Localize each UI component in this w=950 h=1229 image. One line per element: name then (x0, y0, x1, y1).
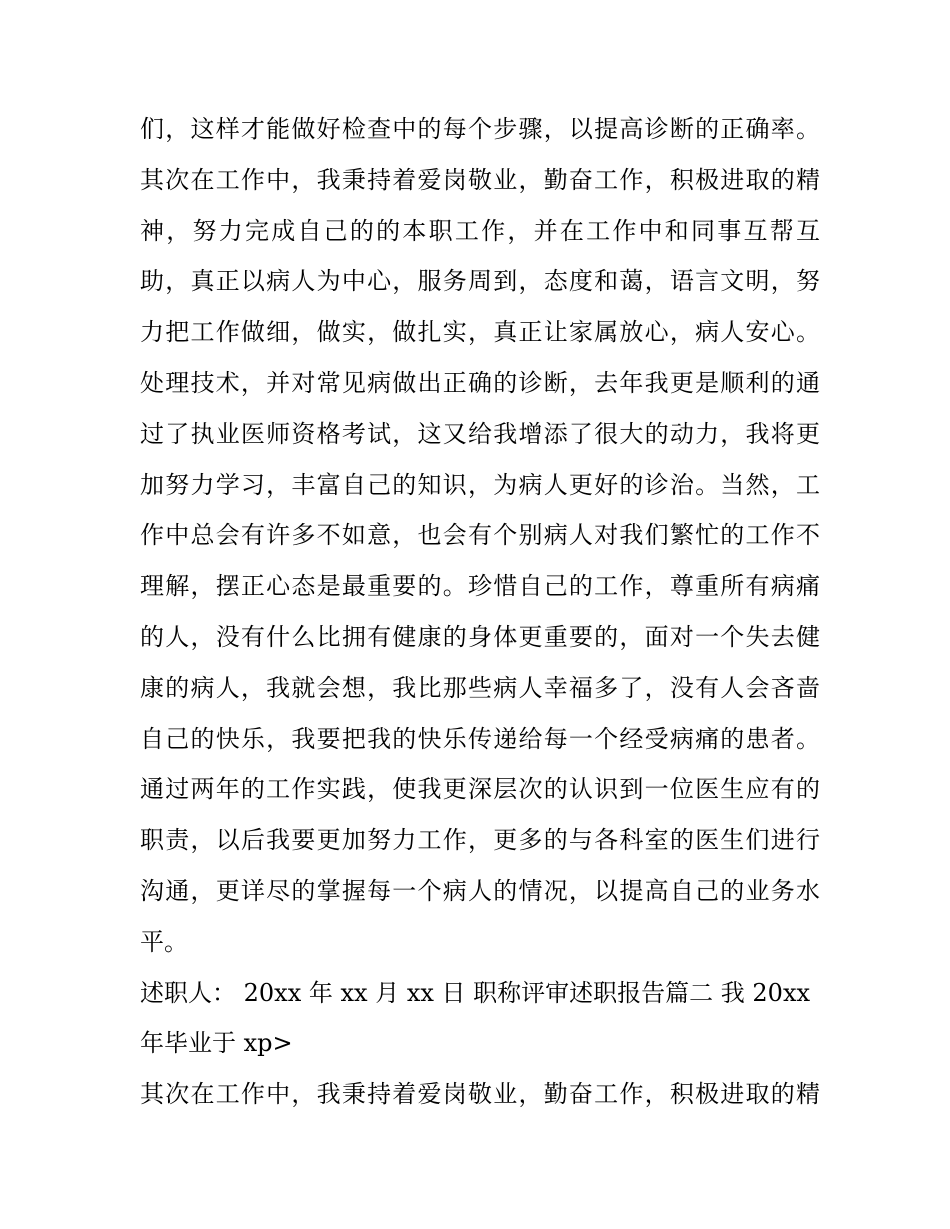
text-line: 的人，没有什么比拥有健康的身体更重要的，面对一个失去健 (140, 622, 820, 651)
text-line: 作中总会有许多不如意，也会有个别病人对我们繁忙的工作不 (140, 521, 820, 550)
text-line: 其次在工作中，我秉持着爱岗敬业，勤奋工作，积极进取的精 (140, 1080, 820, 1109)
text-line: 沟通，更详尽的掌握每一个病人的情况，以提高自己的业务水 (140, 876, 820, 905)
text-line: 们，这样才能做好检查中的每个步骤，以提高诊断的正确率。 (140, 115, 820, 143)
text-line: 神，努力完成自己的的本职工作，并在工作中和同事互帮互 (140, 216, 820, 245)
text-line: 年毕业于 xp> (140, 1029, 293, 1058)
text-line: 职责，以后我要更加努力工作，更多的与各科室的医生们进行 (140, 826, 820, 855)
text-line: 自己的快乐，我要把我的快乐传递给每一个经受病痛的患者。 (140, 724, 820, 753)
text-line: 助，真正以病人为中心，服务周到，态度和蔼，语言文明，努 (140, 267, 820, 296)
text-line: 处理技术，并对常见病做出正确的诊断，去年我更是顺利的通 (140, 368, 820, 397)
text-line: 其次在工作中，我秉持着爱岗敬业，勤奋工作，积极进取的精 (140, 165, 820, 194)
text-line: 理解，摆正心态是最重要的。珍惜自己的工作，尊重所有病痛 (140, 572, 820, 601)
body-text (140, 104, 820, 1120)
text-line: 通过两年的工作实践，使我更深层次的认识到一位医生应有的 (140, 775, 820, 804)
text-line: 加努力学习，丰富自己的知识，为病人更好的诊治。当然，工 (140, 470, 820, 499)
text-line: 平。 (140, 927, 188, 956)
text-line: 康的病人，我就会想，我比那些病人幸福多了，没有人会吝啬 (140, 673, 820, 702)
signature-line: 述职人： 20xx 年 xx 月 xx 日 职称评审述职报告篇二 我 20xx (140, 978, 811, 1007)
text-line: 过了执业医师资格考试，这又给我增添了很大的动力，我将更 (140, 419, 820, 448)
text-line: 力把工作做细，做实，做扎实，真正让家属放心，病人安心。 (140, 318, 820, 347)
